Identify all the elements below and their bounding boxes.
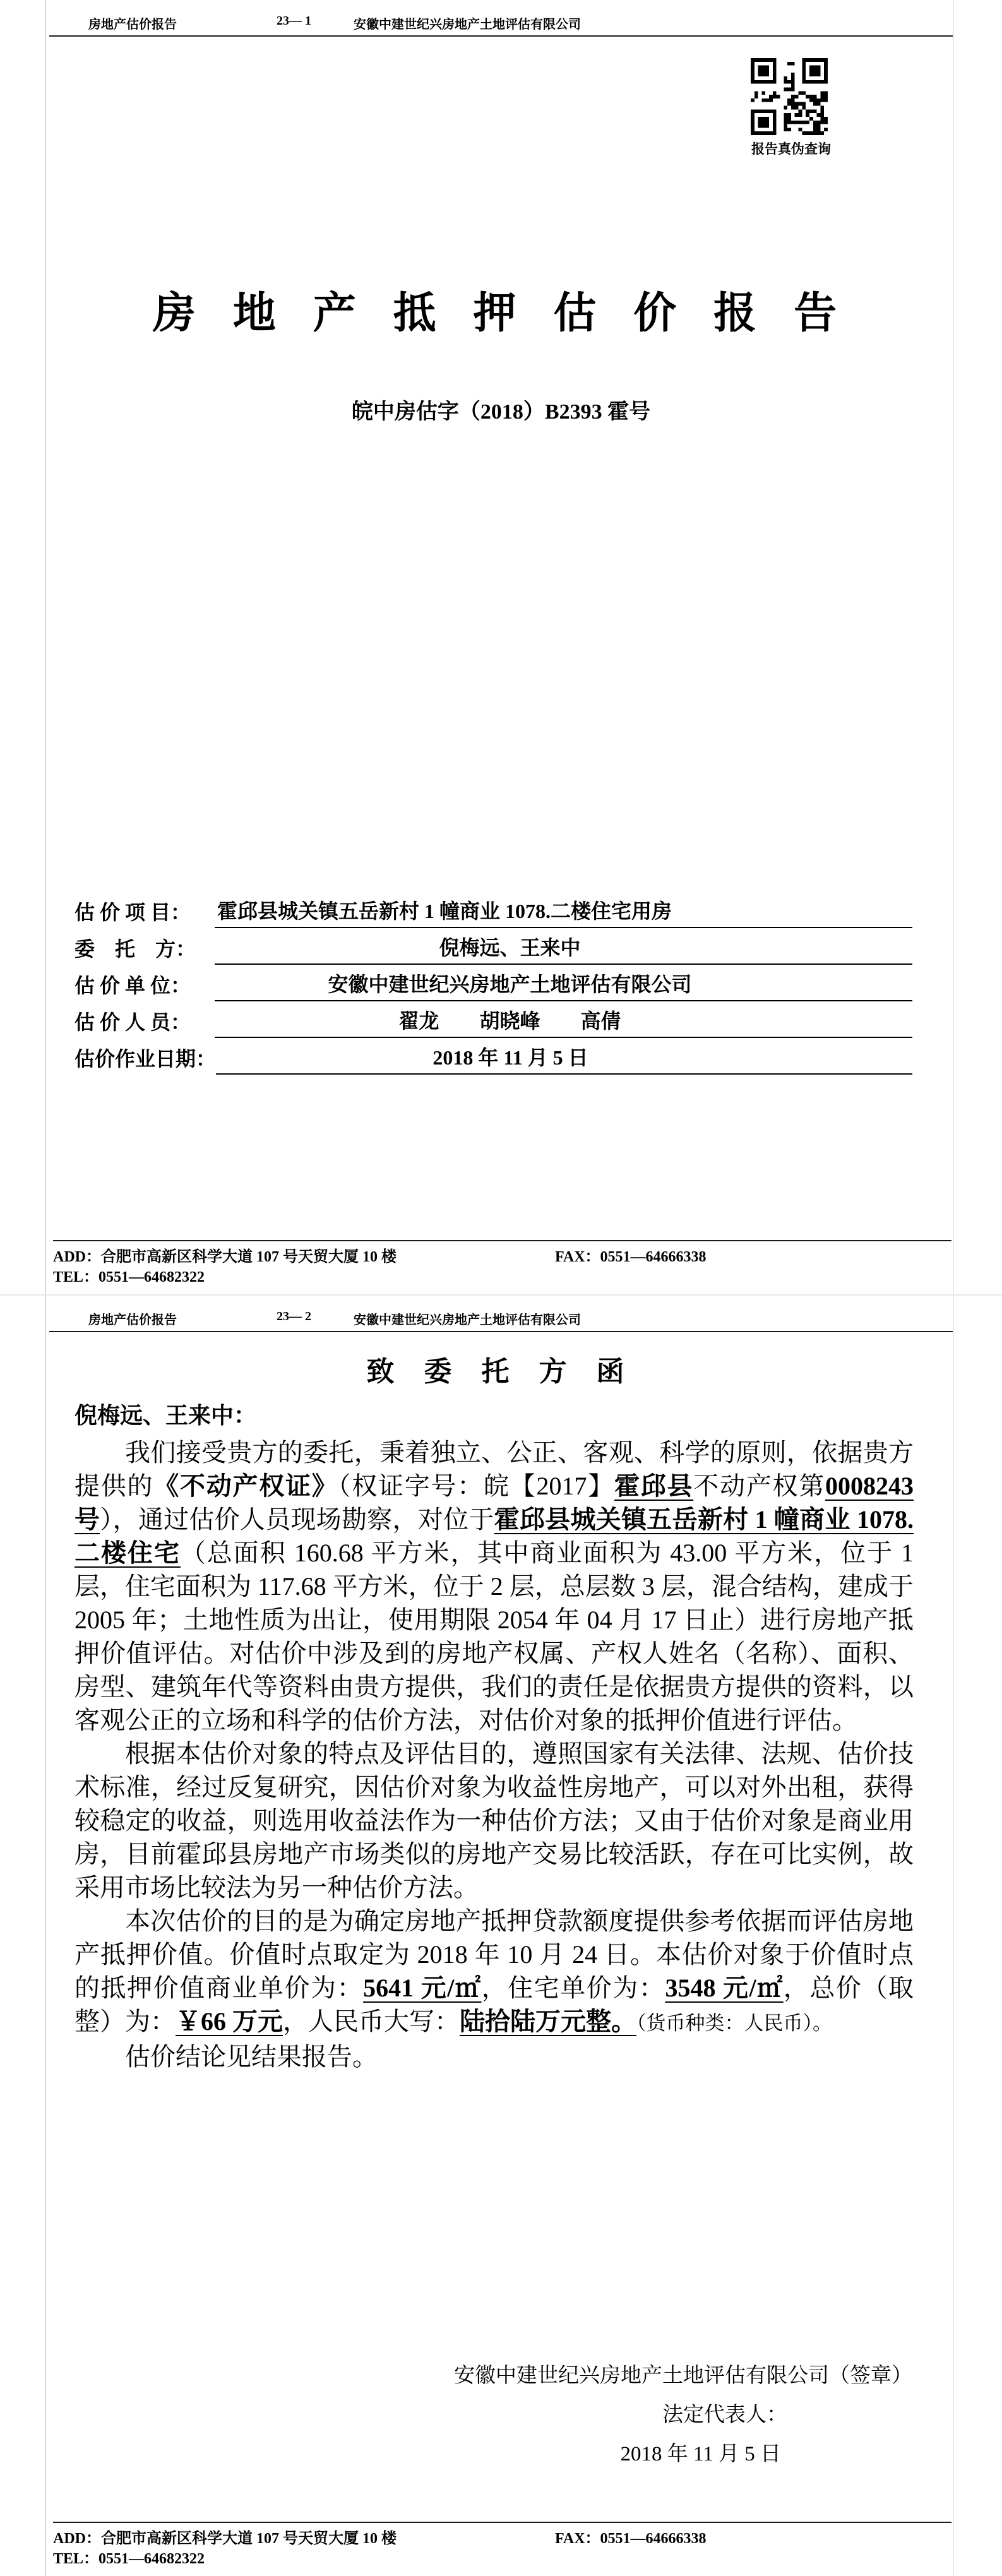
footer-address: ADD：合肥市高新区科学大道 107 号天贸大厦 10 楼 [53, 1249, 397, 1265]
field-value: 霍邱县城关镇五岳新村 1 幢商业 1078.二楼住宅用房 [215, 895, 912, 928]
field-row-project [75, 891, 912, 928]
letter-paragraph-4 [75, 2040, 914, 2073]
signature-block [75, 2356, 912, 2474]
scan-edge-left [45, 1296, 46, 2576]
page-header [0, 1309, 1002, 1330]
text-segment-bold: 《不动产权证》 [153, 1472, 338, 1500]
text-segment: 估价结论见结果报告。 [125, 2042, 378, 2071]
text-segment-emphasis: 陆拾陆万元整。 [460, 2007, 636, 2036]
page-footer [53, 2522, 951, 2568]
text-segment-emphasis: 5641 元/㎡ [363, 1974, 482, 2002]
cover-fields [75, 891, 912, 1075]
field-row-appraisal-unit [75, 965, 912, 1001]
signature-date: 2018 年 11 月 5 日 [620, 2443, 781, 2466]
field-row-client [75, 928, 912, 965]
field-value: 安徽中建世纪兴房地产土地评估有限公司 [215, 969, 912, 1001]
signature-company: 安徽中建世纪兴房地产土地评估有限公司（签章） [454, 2364, 912, 2387]
footer-tel: TEL：0551—64682322 [53, 2551, 205, 2567]
footer-row-1 [53, 1248, 951, 1267]
qr-code [751, 58, 828, 135]
page-footer [53, 1240, 951, 1287]
text-segment: 我们接受贵方的委托，秉着独立、公正、客观、科学的原则，依据贵方提供的 [75, 1438, 914, 1500]
footer-row-2 [53, 2549, 951, 2568]
field-value: 2018 年 11 月 5 日 [216, 1042, 912, 1075]
text-segment: （权证字号：皖【2017】 [338, 1472, 614, 1500]
letter-paragraph-2 [75, 1737, 914, 1904]
field-row-appraisers [75, 1001, 912, 1038]
footer-tel: TEL：0551—64682322 [53, 1269, 205, 1285]
footer-row-1 [53, 2529, 951, 2548]
text-segment: 根据本估价对象的特点及评估目的，遵照国家有关法律、法规、估价技术标准，经过反复研究，因估价对象为收益性房地产，可以对外出租，获得较稳定的收益，则选用收益法作为一种估价方法；又由于估价对象是商业用房，目前霍邱县房地产市场类似的房地产交易比较活跃，存在可比实例，故采用市场比较法为另一种估价方法。 [75, 1739, 914, 1902]
letter-salutation: 倪梅远、王来中： [75, 1403, 257, 1428]
text-segment: ），通过估价人员现场勘察，对位于 [100, 1505, 494, 1534]
signature-legal-rep: 法定代表人： [662, 2404, 787, 2426]
scan-edge-left [45, 0, 46, 1294]
qr-caption: 报告真伪查询 [751, 142, 831, 157]
text-segment-note: （货币种类：人民币）。 [636, 2012, 832, 2034]
page-header [0, 14, 1002, 34]
text-segment: 本次估价的目的是为确定房地产抵押贷款额度提供参考依据而评估房地产抵押价值。价值时点取定为 2018 年 10 月 24 日。本估价对象于价值时点的抵押价值商业单价为： [75, 1907, 914, 2002]
report-number: 皖中房估字（2018）B2393 霍号 [351, 400, 651, 424]
footer-fax: FAX：0551—64666338 [555, 2531, 707, 2547]
scan-edge-right [953, 1296, 954, 2576]
text-segment: ，人民币大写： [283, 2007, 460, 2036]
letter-title: 致 委 托 方 函 [366, 1356, 636, 1387]
text-segment-emphasis: ￥66 万元 [176, 2007, 283, 2036]
text-segment: 不动产权第 [693, 1472, 825, 1500]
text-segment-emphasis: 3548 元/㎡ [665, 1974, 784, 2002]
header-rule [49, 1331, 953, 1332]
footer-row-2 [53, 1268, 951, 1287]
text-segment: （总面积 160.68 平方米，其中商业面积为 43.00 平方米，位于 1 层，住宅面积为 117.68 平方米，位于 2 层，总层数 3 层，混合结构，建成于 2005 年；土地性质为出让，使用期限 2054 年 04 月 17 日止）进行房地产抵押价值评估。对估价中涉及到的房地产权属、产权人姓名（名称）、面积、房型、建筑年代等资料由贵方提供，我们的责任是依据贵方提供的资料，以客观公正的立场和科学的估价方法，对估价对象的抵押价值进行评估。 [75, 1539, 914, 1734]
header-company: 安徽中建世纪兴房地产土地评估有限公司 [354, 1313, 581, 1327]
text-segment-emphasis: 霍邱县城关镇五岳新村 1 幢商业 1078. 二楼住宅 [75, 1505, 914, 1567]
field-value: 倪梅远、王来中 [215, 932, 912, 965]
header-page-number: 23— 1 [277, 14, 311, 28]
text-segment-emphasis: 0008243 号 [75, 1472, 914, 1534]
text-segment: ，总价（取整）为： [75, 1974, 914, 2036]
text-segment-emphasis: 霍邱县 [614, 1472, 694, 1500]
text-segment: ，住宅单价为： [481, 1974, 665, 2002]
field-label: 估 价 人 员： [75, 1011, 191, 1034]
field-label: 估价作业日期： [75, 1047, 217, 1070]
footer-address: ADD：合肥市高新区科学大道 107 号天贸大厦 10 楼 [53, 2531, 397, 2547]
field-label: 委 托 方： [75, 938, 196, 960]
field-label: 估 价 单 位： [75, 974, 191, 997]
page-2 [0, 1296, 1002, 2576]
header-company: 安徽中建世纪兴房地产土地评估有限公司 [354, 18, 581, 32]
field-row-date [75, 1038, 912, 1075]
letter-paragraph-1 [75, 1436, 914, 1737]
field-value: 翟龙 胡晓峰 高倩 [215, 1005, 912, 1038]
header-page-number: 23— 2 [277, 1309, 311, 1323]
header-rule [49, 35, 953, 37]
qr-block [751, 58, 832, 158]
letter-body [75, 1436, 914, 2073]
scan-edge-right [953, 0, 954, 1294]
field-label: 估 价 项 目： [75, 901, 191, 924]
header-doc-type: 房地产估价报告 [88, 18, 177, 32]
header-doc-type: 房地产估价报告 [88, 1313, 177, 1327]
footer-fax: FAX：0551—64666338 [555, 1249, 707, 1265]
report-title: 房 地 产 抵 押 估 价 报 告 [152, 289, 850, 337]
letter-paragraph-3 [75, 1904, 914, 2040]
